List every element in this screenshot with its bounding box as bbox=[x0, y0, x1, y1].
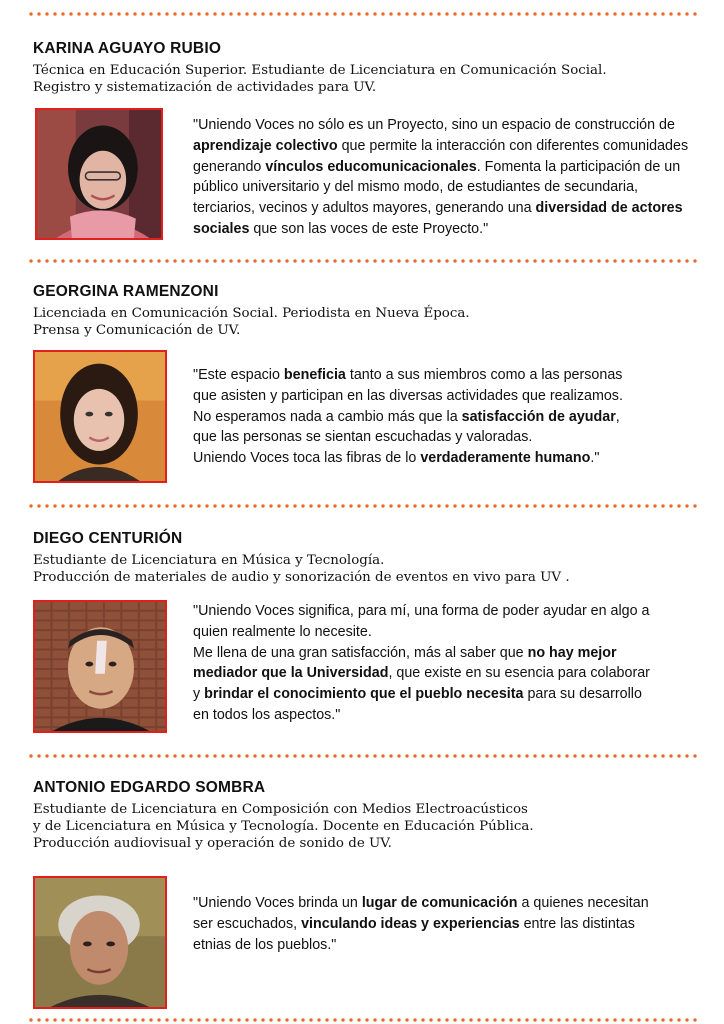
member-role bbox=[33, 552, 693, 586]
quote-text: No esperamos nada a cambio más que la bbox=[193, 408, 462, 425]
quote-line bbox=[193, 705, 693, 726]
member-photo bbox=[35, 108, 163, 240]
quote-line bbox=[193, 427, 693, 448]
quote-line bbox=[193, 684, 693, 705]
dotted-divider bbox=[27, 12, 699, 16]
role-line: Registro y sistematización de actividades para UV. bbox=[33, 80, 377, 95]
quote-emphasis: aprendizaje colectivo bbox=[193, 137, 338, 154]
member-name: DIEGO CENTURIÓN bbox=[33, 530, 183, 547]
member-photo bbox=[33, 876, 167, 1009]
quote-emphasis: verdaderamente humano bbox=[420, 450, 591, 467]
quote-text: , bbox=[615, 408, 620, 425]
role-line: Estudiante de Licenciatura en Música y Tecnología. bbox=[33, 553, 385, 568]
member-card-antonio bbox=[33, 779, 693, 953]
quote-text: a quienes necesitan bbox=[517, 895, 649, 911]
quote-emphasis: sociales bbox=[193, 220, 250, 237]
quote-text: "Uniendo Voces brinda un bbox=[193, 895, 362, 911]
member-name: ANTONIO EDGARDO SOMBRA bbox=[33, 779, 266, 796]
role-line: Licenciada en Comunicación Social. Periodista en Nueva Época. bbox=[33, 306, 470, 321]
quote-emphasis: beneficia bbox=[283, 367, 346, 383]
member-card-diego bbox=[33, 530, 693, 723]
quote-text: . Fomenta la participación de un bbox=[476, 158, 681, 175]
quote-emphasis: no hay mejor bbox=[527, 644, 617, 661]
member-role bbox=[33, 62, 693, 96]
quote-emphasis: vínculos educomunicacionales bbox=[265, 158, 477, 175]
dotted-divider bbox=[27, 504, 699, 508]
quote-text: en todos los aspectos." bbox=[193, 706, 341, 723]
dotted-divider bbox=[27, 1018, 699, 1022]
quote-text: y bbox=[193, 686, 205, 703]
role-line: y de Licenciatura en Música y Tecnología. Docente en Educación Pública. bbox=[33, 819, 534, 834]
quote-text: , que existe en su esencia para colaborar bbox=[388, 665, 650, 682]
quote-emphasis: lugar de comunicación bbox=[361, 895, 518, 911]
quote-text: ." bbox=[590, 450, 600, 467]
member-role bbox=[33, 801, 693, 852]
role-line: Estudiante de Licenciatura en Composición con Medios Electroacústicos bbox=[33, 802, 528, 817]
quote-text: Me llena de una gran satisfacción, más al saber que bbox=[193, 644, 528, 661]
quote-text: que son las voces de este Proyecto." bbox=[249, 220, 489, 237]
member-card-karina bbox=[33, 40, 693, 237]
quote-emphasis: satisfacción de ayudar bbox=[461, 408, 616, 425]
quote-text: terciarios, vecinos y adultos mayores, generando una bbox=[193, 200, 536, 217]
quote-line bbox=[193, 935, 693, 956]
member-card-georgina bbox=[33, 283, 693, 467]
quote-text: etnias de los pueblos." bbox=[193, 936, 337, 953]
member-role bbox=[33, 305, 693, 339]
quote-line bbox=[193, 622, 693, 643]
member-name: GEORGINA RAMENZONI bbox=[33, 283, 219, 300]
quote-line bbox=[193, 663, 693, 684]
quote-text: entre las distintas bbox=[519, 915, 635, 932]
quote-emphasis: mediador que la Universidad bbox=[193, 665, 389, 682]
quote-line bbox=[193, 115, 693, 136]
quote-line bbox=[193, 448, 693, 469]
role-line: Técnica en Educación Superior. Estudiante de Licenciatura en Comunicación Social. bbox=[33, 63, 607, 78]
member-quote bbox=[193, 893, 693, 955]
quote-text: público universitario y del mismo modo, de estudiantes de secundaria, bbox=[193, 179, 639, 196]
quote-line bbox=[193, 136, 693, 157]
role-line: Prensa y Comunicación de UV. bbox=[33, 323, 241, 338]
quote-text: quien realmente lo necesite. bbox=[193, 623, 372, 640]
quote-text: "Uniendo Voces significa, para mí, una forma de poder ayudar en algo a bbox=[193, 603, 650, 619]
quote-line bbox=[193, 198, 693, 219]
quote-line bbox=[193, 643, 693, 664]
quote-emphasis: brindar el conocimiento que el pueblo necesita bbox=[204, 686, 524, 703]
dotted-divider bbox=[27, 754, 699, 758]
member-quote bbox=[193, 115, 693, 240]
quote-emphasis: vinculando ideas y experiencias bbox=[301, 915, 520, 932]
quote-text: que las personas se sientan escuchadas y valoradas. bbox=[193, 429, 533, 446]
member-photo bbox=[33, 350, 167, 483]
quote-text: "Este espacio bbox=[193, 367, 284, 383]
quote-text: tanto a sus miembros como a las personas bbox=[345, 367, 623, 383]
role-line: Producción audiovisual y operación de sonido de UV. bbox=[33, 836, 392, 851]
quote-line bbox=[193, 219, 693, 240]
quote-text: Uniendo Voces toca las fibras de lo bbox=[193, 450, 421, 467]
quote-text: ser escuchados, bbox=[193, 915, 302, 932]
quote-line bbox=[193, 407, 693, 428]
quote-line bbox=[193, 365, 693, 386]
quote-text: que asisten y participan en las diversas actividades que realizamos. bbox=[193, 387, 623, 404]
member-quote bbox=[193, 601, 693, 726]
quote-text: para su desarrollo bbox=[523, 686, 642, 703]
quote-line bbox=[193, 893, 693, 914]
quote-text: que permite la interacción con diferentes comunidades bbox=[337, 137, 689, 154]
member-photo bbox=[33, 600, 167, 733]
quote-text: generando bbox=[193, 158, 266, 175]
member-quote bbox=[193, 365, 693, 469]
quote-line bbox=[193, 601, 693, 622]
quote-line bbox=[193, 386, 693, 407]
role-line: Producción de materiales de audio y sonorización de eventos en vivo para UV . bbox=[33, 570, 570, 585]
quote-line bbox=[193, 177, 693, 198]
quote-emphasis: diversidad de actores bbox=[535, 200, 683, 217]
quote-text: "Uniendo Voces no sólo es un Proyecto, sino un espacio de construcción de bbox=[193, 117, 675, 133]
quote-line bbox=[193, 157, 693, 178]
quote-line bbox=[193, 914, 693, 935]
dotted-divider bbox=[27, 259, 699, 263]
member-name: KARINA AGUAYO RUBIO bbox=[33, 40, 222, 57]
